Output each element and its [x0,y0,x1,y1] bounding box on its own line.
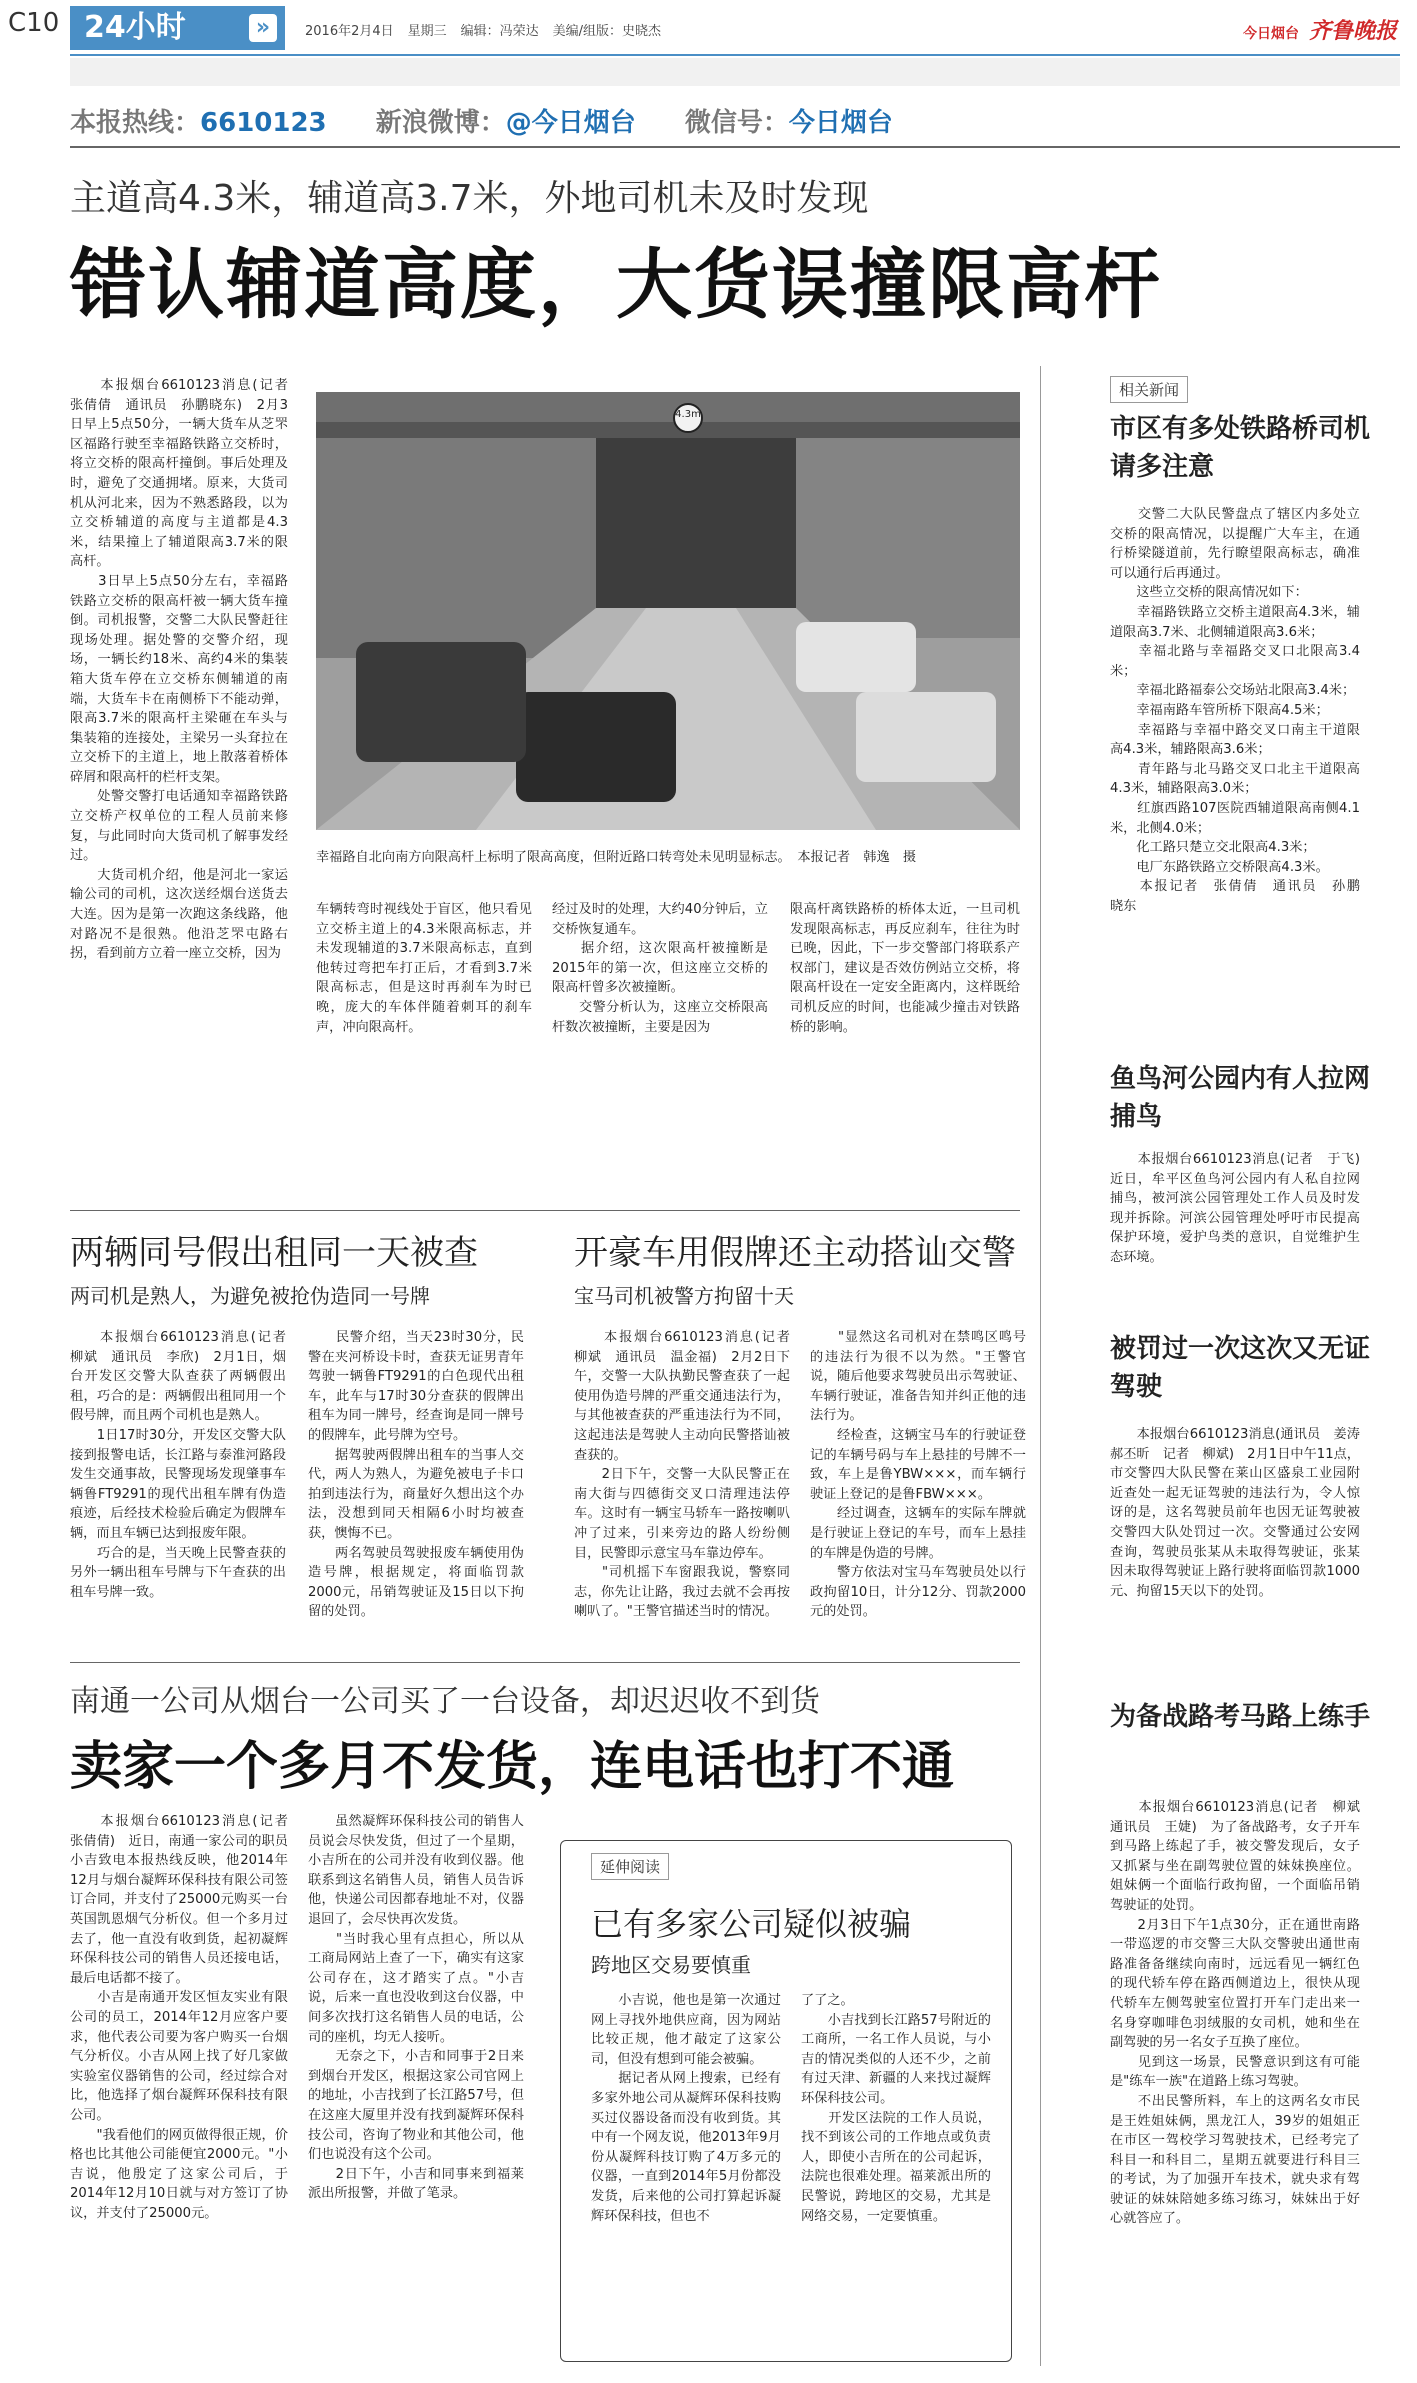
story3-column-2: "显然这名司机对在禁鸣区鸣号的违法行为很不以为然。"王警官说，随后他要求驾驶员出示驾驶证、车辆行驶证，准备告知并纠正他的违法行为。 经检查，这辆宝马车的行驶证登记的车辆号码与车上悬挂的号牌不一致，车上是鲁YBW×××，而车辆行驶证上登记的是鲁FBW×××。 经过调查，这辆车的实际车牌就是行驶证上登记的车号，而车上悬挂的车牌是伪造的号牌。 警方依法对宝马车驾驶员处以行政拘留10日，计分12分、罚款2000元的处罚。 [810,1330,1026,1620]
issue-weekday: 星期三 [407,24,447,39]
hotline-label: 本报热线： [70,108,201,138]
story2-column-2: 民警介绍，当天23时30分，民警在夹河桥设卡时，查获无证男青年驾驶一辆鲁FT9291的白色现代出租车，此车与17时30分查获的假牌出租车为同一牌号，经查询是同一牌号的假牌车，此号牌为空号。 据驾驶两假牌出租车的当事人交代，两人为熟人，为避免被电子卡口拍到违法行为，商量好久想出这个办法，没想到同天相隔6小时均被查获，懊悔不已。 两名驾驶员驾驶报废车辆使用伪造号牌，根据规定，将面临罚款2000元，吊销驾驶证及15日以下拘留的处罚。 [308,1330,524,1620]
lead-column-4: 限高杆离铁路桥的桥体太近，一旦司机发现限高标志，再反应刹车，往往为时已晚，因此，下一步交警部门将联系产权部门，建议是否效仿例站立交桥，将限高杆设在一定安全距离内，这样既给司机反应的时间，也能减少撞击对铁路桥的影响。 [790,902,1020,1035]
sidebar-story4-title: 为备战路考马路上练手 [1110,1702,1371,1732]
lead-column-2: 车辆转弯时视线处于盲区，他只看见立交桥主道上的4.3米限高标志，并未发现辅道的3.7米限高标志，直到他转过弯把车打正后，才看到3.7米限高标志，但是这时再刹车为时已晚，庞大的车体伴随着刺耳的刹车声，冲向限高杆。 [316,902,532,1035]
masthead [1243,14,1397,45]
story2-subtitle: 两司机是熟人，为避免被抢伪造同一号牌 [70,1284,430,1308]
related-news-tag: 相关新闻 [1110,376,1188,403]
story3-column-1: 本报烟台6610123消息(记者 柳斌 通讯员 温金福) 2月2日下午，交警一大队执勤民警查获了一起使用伪造号牌的严重交通违法行为，与其他被查获的严重违法行为不同，这起违法是驾驶人主动向民警搭讪被查获的。 2日下午，交警一大队民警正在南大街与四德街交叉口清理违法停车。这时有一辆宝马轿车一路按喇叭冲了过来，引来旁边的路人纷纷侧目，民警即示意宝马车靠边停车。 "司机摇下车窗跟我说，警察同志，你先让让路，我过去就不会再按喇叭了。"王警官描述当时的情况。 [574,1330,790,1620]
lead-subtitle: 主道高4.3米，辅道高3.7米，外地司机未及时发现 [70,178,869,219]
sidebar-story1-body: 交警二大队民警盘点了辖区内多处立交桥的限高情况，以提醒广大车主，在通行桥梁隧道前，先行瞭望限高标志，确准可以通行后再通过。 这些立交桥的限高情况如下： 幸福路铁路立交桥主道限高4.3米，辅道限高3.7米、北侧辅道限高3.6米； 幸福北路与幸福路交叉口北限高3.4米； 幸福北路福泰公交场站北限高3.4米； 幸福南路车管所桥下限高4.5米； 幸福路与幸福中路交叉口南主干道限高4.3米，辅路限高3.6米； 青年路与北马路交叉口北主干道限高4.3米，辅路限高3.0米； 红旗西路107医院西辅道限高南侧4.1米，北侧4.0米； 化工路只楚立交北限高4.3米； 电厂东路铁路立交桥限高4.3米。 本报记者 张倩倩 通讯员 孙鹏 晓东 [1110,507,1360,914]
extended-reading-column-2: 了了之。 小吉找到长江路57号附近的工商所，一名工作人员说，与小吉的情况类似的人还不少，之前有过天津、新疆的人来找过凝辉环保科技公司。 开发区法院的工作人员说，找不到该公司的工作地点或负责人，即使小吉所在的公司起诉，法院也很难处理。福莱派出所的民警说，跨地区的交易，尤其是网络交易，一定要慎重。 [801,1993,991,2224]
story4-column-2: 虽然凝辉环保科技公司的销售人员说会尽快发货，但过了一个星期，小吉所在的公司并没有收到仪器。他联系到这名销售人员，销售人员告诉他，快递公司因都春地址不对，仪器退回了，会尽快再次发货。 "当时我心里有点担心，所以从工商局网站上查了一下，确实有这家公司存在，这才踏实了点。"小吉说，后来一直也没收到这台仪器，中间多次找打这名销售人员的电话，公司的座机，均无人接听。 无奈之下，小吉和同事于2日来到烟台开发区，根据这家公司官网上的地址，小吉找到了长江路57号，但在这座大厦里并没有找到凝辉环保科技公司，咨询了物业和其他公司，他们也说没有这个公司。 2日下午，小吉和同事来到福莱派出所报警，并做了笔录。 [308,1814,524,2202]
wechat-handle: 今日烟台 [788,108,893,138]
lead-column-1: 本报烟台6610123消息(记者 张倩倩 通讯员 孙鹏晓东) 2月3日早上5点50分，一辆大货车从芝罘区福路行驶至幸福路铁路立交桥时，将立交桥的限高杆撞倒。事后处理及时，避免了交通拥堵。原来，大货司机从河北来，因为不熟悉路段，以为立交桥辅道的高度与主道都是4.3米，结果撞上了辅道限高3.7米的限高杆。 3日早上5点50分左右，幸福路铁路立交桥的限高杆被一辆大货车撞倒。司机报警，交警二大队民警赶往现场处理。据处警的交警介绍，现场，一辆长约18米、高约4米的集装箱大货车停在立交桥东侧辅道的南端，大货车卡在南侧桥下不能动弹，限高3.7米的限高杆主梁砸在车头与集装箱的连接处，主梁另一头耷拉在立交桥下的主道上，地上散落着桥体碎屑和限高杆的栏杆支架。 处警交警打电话通知幸福路铁路立交桥产权单位的工程人员前来修复，与此同时向大货司机了解事发经过。 大货司机介绍，他是河北一家运输公司的司机，这次送经烟台送货去大连。因为是第一次跑这条线路，他对路况不是很熟。他沿芝罘屯路右拐，看到前方立着一座立交桥，因为 [70,378,288,962]
sidebar-divider [1040,366,1041,2366]
brand-name: 今日烟台 [1242,26,1299,42]
story3-title: 开豪车用假牌还主动搭讪交警 [574,1233,1016,1273]
page-number: C10 [8,8,60,38]
story2-title: 两辆同号假出租同一天被查 [70,1233,478,1273]
sidebar-story3-title: 被罚过一次这次又无证驾驶 [1110,1334,1371,1402]
lead-title: 错认辅道高度，大货误撞限高杆 [70,240,1162,329]
weibo-label: 新浪微博： [375,108,506,138]
lead-column-3: 经过及时的处理，大约40分钟后，立交桥恢复通车。 据介绍，这次限高杆被撞断是2015年的第一次，但这座立交桥的限高杆曾多次被撞断。 交警分析认为，这座立交桥限高杆数次被撞断，主要是因为 [552,902,768,1035]
hotline-number: 6610123 [200,108,327,138]
story3-subtitle: 宝马司机被警方拘留十天 [574,1284,794,1308]
header-rule [70,54,1400,56]
wechat-label: 微信号： [684,108,789,138]
issue-meta [305,20,675,39]
story2-column-1: 本报烟台6610123消息(记者 柳斌 通讯员 李欣) 2月1日，烟台开发区交警大队查获了两辆假出租，巧合的是：两辆假出租同用一个假号牌，而且两个司机也是熟人。 1日17时30分，开发区交警大队接到报警电话，长江路与泰淮河路段发生交通事故，民警现场发现肇事车辆鲁FT9291的现代出租车牌有伪造痕迹，后经技术检验后确定为假牌车辆，而且车辆已达到报废年限。 巧合的是，当天晚上民警查获的另外一辆出租车号牌与下午查获的出租车号牌一致。 [70,1330,286,1600]
sidebar-story1-title: 市区有多处铁路桥司机请多注意 [1110,414,1371,482]
story4-title: 卖家一个多月不发货，连电话也打不通 [70,1737,955,1797]
story-rule [70,1662,1020,1663]
section-title: 24小时 [84,10,186,45]
extended-reading-tag: 延伸阅读 [591,1853,669,1880]
section-banner [70,6,285,50]
issue-editor: 编辑：冯荣达 [460,24,539,39]
weibo-handle: @今日烟台 [505,108,636,138]
extended-reading-column-1: 小吉说，他也是第一次通过网上寻找外地供应商，因为网站比较正规，他才敲定了这家公司，但没有想到可能会被骗。 据记者从网上搜索，已经有多家外地公司从凝辉环保科技购买过仪器设备而没有收到货。其中有一个网友说，他2013年9月份从凝辉科技订购了4万多元的仪器，一直到2014年5月份都没发货，后来他的公司打算起诉凝辉环保科技，但也不 [591,1993,781,2224]
newspaper-logo: 齐鲁晚报 [1308,19,1397,44]
header-band [70,58,1400,86]
lead-photo [316,392,1020,830]
height-limit-sign: 4.3m [675,409,701,420]
issue-date: 2016年2月4日 [305,24,394,39]
sidebar-story2-body: 本报烟台6610123消息(记者 于飞) 近日，牟平区鱼鸟河公园内有人私自拉网捕鸟，被河滨公园管理处工作人员及时发现并拆除。河滨公园管理处呼吁市民提高保护环境，爱护鸟类的意识，自觉维护生态环境。 [1110,1152,1374,1265]
extended-reading-box [560,1840,1012,2362]
chevron-right-icon: » [249,14,277,42]
story4-column-1: 本报烟台6610123消息(记者 张倩倩) 近日，南通一家公司的职员小吉致电本报热线反映，他2014年12月与烟台凝辉环保科技有限公司签订合同，并支付了25000元购买一台英国凯恩烟气分析仪。但一个多月过去了，他一直没有收到货，起初凝辉环保科技公司的销售人员还接电话，最后电话都不接了。 小吉是南通开发区恒友实业有限公司的员工，2014年12月应客户要求，他代表公司要为客户购买一台烟气分析仪。小吉从网上找了好几家做实验室仪器销售的公司，经过综合对比，他选择了烟台凝辉环保科技有限公司。 "我看他们的网页做得很正规，价格也比其他公司能便宜2000元。"小吉说，他殷定了这家公司后，于2014年12月10日就与对方签订了协议，并支付了25000元。 [70,1814,288,2221]
sidebar-story3-body: 本报烟台6610123消息(通讯员 姜涛 郝丕昕 记者 柳斌) 2月1日中午11点，市交警四大队民警在莱山区盛泉工业园附近查处一起无证驾驶的违法行为，令人惊讶的是，这名驾驶员前年也因无证驾驶被交警四大队处罚过一次。交警通过公安网查询，驾驶员张某从未取得驾驶证，张某因未取得驾驶证上路行驶将面临罚款1000元、拘留15天以下的处罚。 [1110,1427,1374,1599]
bridge-photo-illustration [316,392,1020,830]
photo-caption: 幸福路自北向南方向限高杆上标明了限高高度，但附近路口转弯处未见明显标志。 本报记者 韩逸 摄 [316,850,917,865]
issue-designer: 美编/组版：史晓杰 [552,24,662,39]
hotline-rule [70,146,1400,148]
extended-reading-title: 已有多家公司疑似被骗 [591,1905,912,1943]
lead-rule [70,1210,1020,1211]
sidebar-story2-title: 鱼鸟河公园内有人拉网捕鸟 [1110,1064,1371,1132]
story4-subtitle: 南通一公司从烟台一公司买了一台设备，却迟迟收不到货 [70,1684,820,1719]
extended-reading-subtitle: 跨地区交易要慎重 [591,1953,751,1977]
sidebar-story4-body: 本报烟台6610123消息(记者 柳斌 通讯员 王婕) 为了备战路考，女子开车到马路上练起了手，被交警发现后，女子又抓紧与坐在副驾驶位置的妹妹换座位。姐妹俩一个面临行政拘留，一个面临吊销驾驶证的处罚。 2月3日下午1点30分，正在通世南路一带巡逻的市交警三大队交警驶出通世南路准备备继续向南时，远远看见一辆红色的现代轿车停在路西侧道边上，很快从现代轿车左侧驾驶室位置打开车门走出来一名身穿咖啡色羽绒服的女司机，她和坐在副驾驶的另一名女子互换了座位。 见到这一场景，民警意识到这有可能是"练车一族"在道路上练习驾驶。 不出民警所料，车上的这两名女市民是王姓姐妹俩，黑龙江人，39岁的姐姐正在市区一驾校学习驾驶技术，已经考完了科目一和科目二，星期五就要进行科目三的考试，为了加强开车技术，就央求有驾驶证的妹妹陪她多练习练习，妹妹出于好心就答应了。 [1110,1800,1360,2227]
hotline-bar [70,102,933,139]
